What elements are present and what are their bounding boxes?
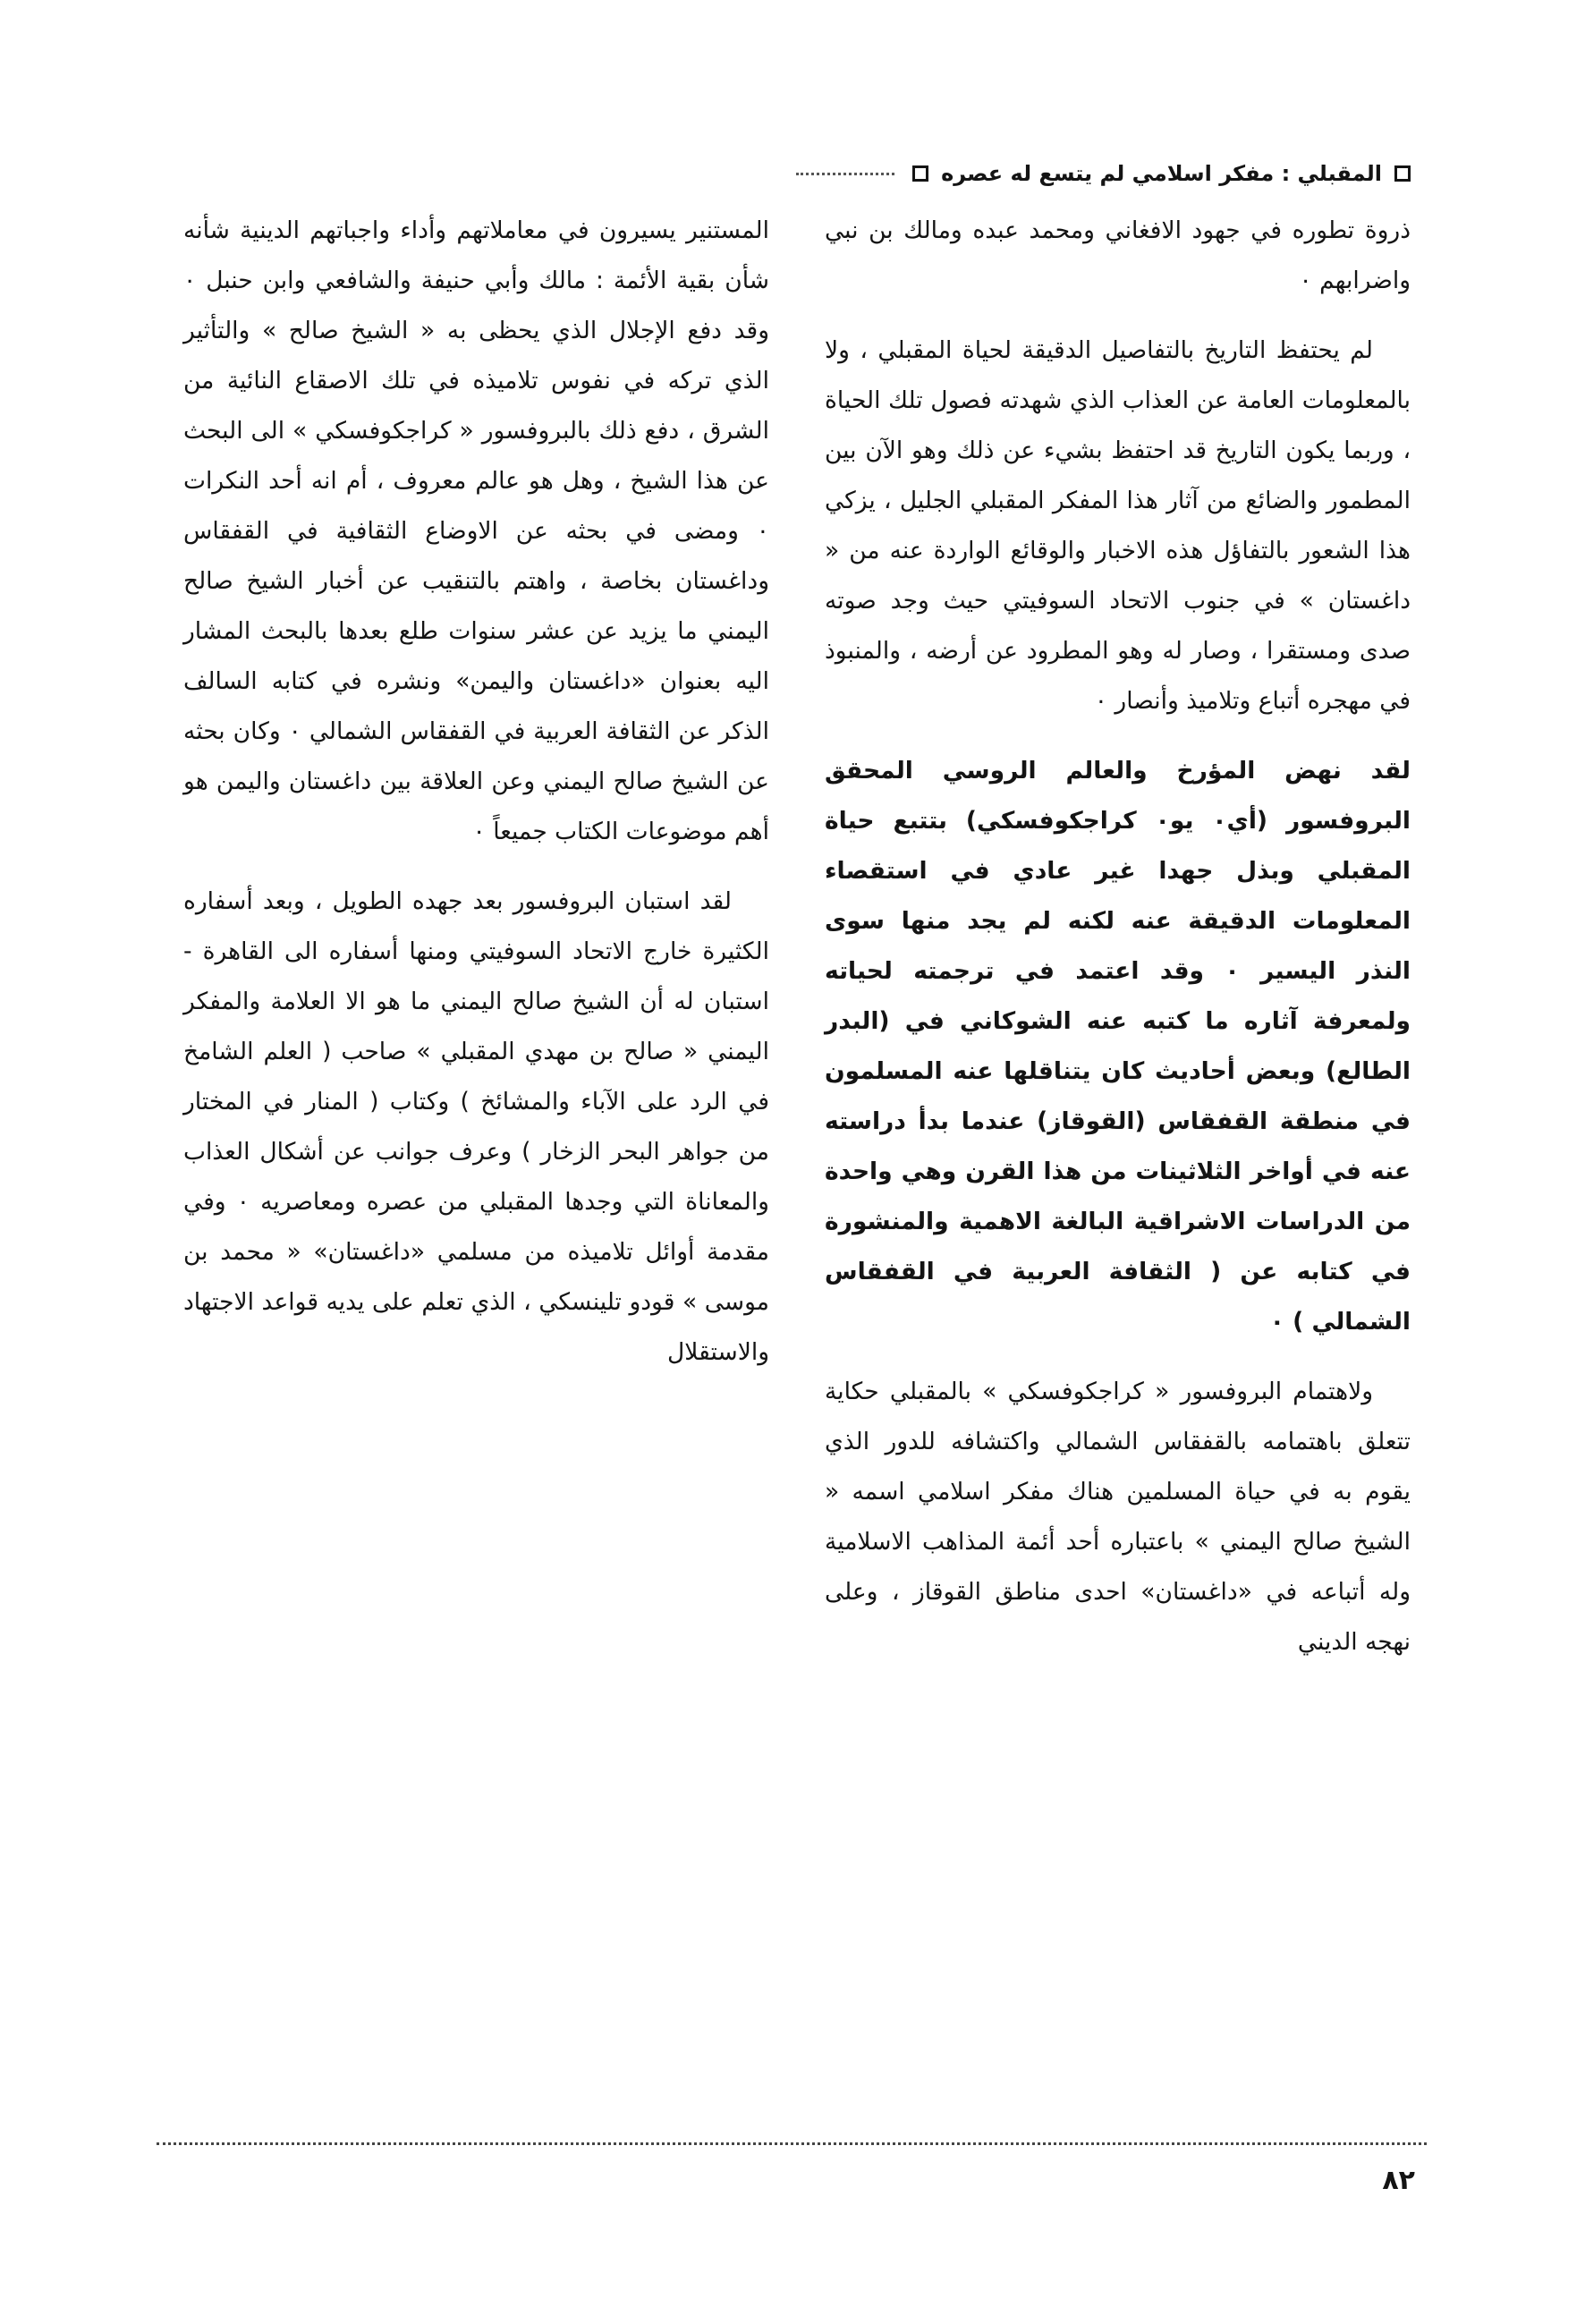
footer-dotted-rule (157, 2142, 1427, 2145)
paragraph-bold: لقد نهض المؤرخ والعالم الروسي المحقق البروفسور (أي٠ يو٠ كراجكوفسكي) بتتبع حياة المقبلي وبذل جهدا غير عادي في استقصاء المعلومات الدقيقة عنه لكنه لم يجد منها سوى النذر اليسير ٠ وقد اعتمد في ترجمته لحياته ولمعرفة آثاره ما كتبه عنه الشوكاني في (البدر الطالع) وبعض أحاديث كان يتناقلها عنه المسلمون في منطقة القفقاس (القوقاز) عندما بدأ دراسته عنه في أواخر الثلاثينات من هذا القرن وهي واحدة من الدراسات الاشراقية البالغة الاهمية والمنشورة في كتابه عن ( الثقافة العربية في القفقاس الشمالي ) ٠ (825, 757, 1411, 1336)
paragraph: لم يحتفظ التاريخ بالتفاصيل الدقيقة لحياة المقبلي ، ولا بالمعلومات العامة عن العذاب الذي شهدته فصول تلك الحياة ، وربما يكون التاريخ قد احتفظ بشيء عن ذلك وهو الآن بين المطمور والضائع من آثار هذا المفكر المقبلي الجليل ، يزكي هذا الشعور بالتفاؤل هذه الاخبار والوقائع الواردة عنه من « داغستان » في جنوب الاتحاد السوفيتي حيث وجد صوته صدى ومستقرا ، وصار له وهو المطرود عن أرضه ، والمنبوذ في مهجره أتباع وتلاميذ وأنصار ٠ (825, 336, 1411, 715)
left-column (183, 206, 769, 1397)
paragraph: ولاهتمام البروفسور « كراجكوفسكي » بالمقبلي حكاية تتعلق باهتمامه بالقفقاس الشمالي واكتشافه للدور الذي يقوم به في حياة المسلمين هناك مفكر اسلامي اسمه « الشيخ صالح اليمني » باعتباره أحد أئمة المذاهب الاسلامية وله أتباعه في «داغستان» احدى مناطق القوقاز ، وعلى نهجه الديني (825, 1378, 1411, 1656)
right-column (825, 206, 1411, 1687)
square-bullet-icon (912, 165, 928, 182)
paragraph: المستنير يسيرون في معاملاتهم وأداء واجباتهم الدينية شأنه شأن بقية الأئمة : مالك وأبي حنيفة والشافعي وابن حنبل ٠ وقد دفع الإجلال الذي يحظى به « الشيخ صالح » والتأثير الذي تركه في نفوس تلاميذه في تلك الاصقاع النائية من الشرق ، دفع ذلك بالبروفسور « كراجكوفسكي » الى البحث عن هذا الشيخ ، وهل هو عالم معروف ، أم انه أحد النكرات ٠ ومضى في بحثه عن الاوضاع الثقافية في القفقاس وداغستان بخاصة ، واهتم بالتنقيب عن أخبار الشيخ صالح اليمني ما يزيد عن عشر سنوات طلع بعدها بالبحث المشار اليه بعنوان «داغستان واليمن» ونشره في كتابه السالف الذكر عن الثقافة العربية في القفقاس الشمالي ٠ وكان بحثه عن الشيخ صالح اليمني وعن العلاقة بين داغستان واليمن هو أهم موضوعات الكتاب جميعاً ٠ (183, 216, 769, 845)
header-dotted-rule (796, 173, 894, 175)
paragraph: لقد استبان البروفسور بعد جهده الطويل ، وبعد أسفاره الكثيرة خارج الاتحاد السوفيتي ومنها أسفاره الى القاهرة - استبان له أن الشيخ صالح اليمني ما هو الا العلامة والمفكر اليمني « صالح بن مهدي المقبلي » صاحب ( العلم الشامخ في الرد على الآباء والمشائخ ) وكتاب ( المنار في المختار من جواهر البحر الزخار ) وعرف جوانب عن أشكال العذاب والمعاناة التي وجدها المقبلي من عصره ومعاصريه ٠ وفي مقدمة أوائل تلاميذه من مسلمي «داغستان» « محمد بن موسى » قودو تلينسكي ، الذي تعلم على يديه قواعد الاجتهاد والاستقلال (183, 887, 769, 1366)
running-title: المقبلي : مفكر اسلامي لم يتسع له عصره (941, 161, 1382, 186)
page-number: ٨٢ (1382, 2165, 1415, 2196)
paragraph: ذروة تطوره في جهود الافغاني ومحمد عبده ومالك بن نبي واضرابهم ٠ (825, 216, 1411, 294)
square-bullet-icon (1394, 165, 1411, 182)
running-header (796, 161, 1411, 186)
